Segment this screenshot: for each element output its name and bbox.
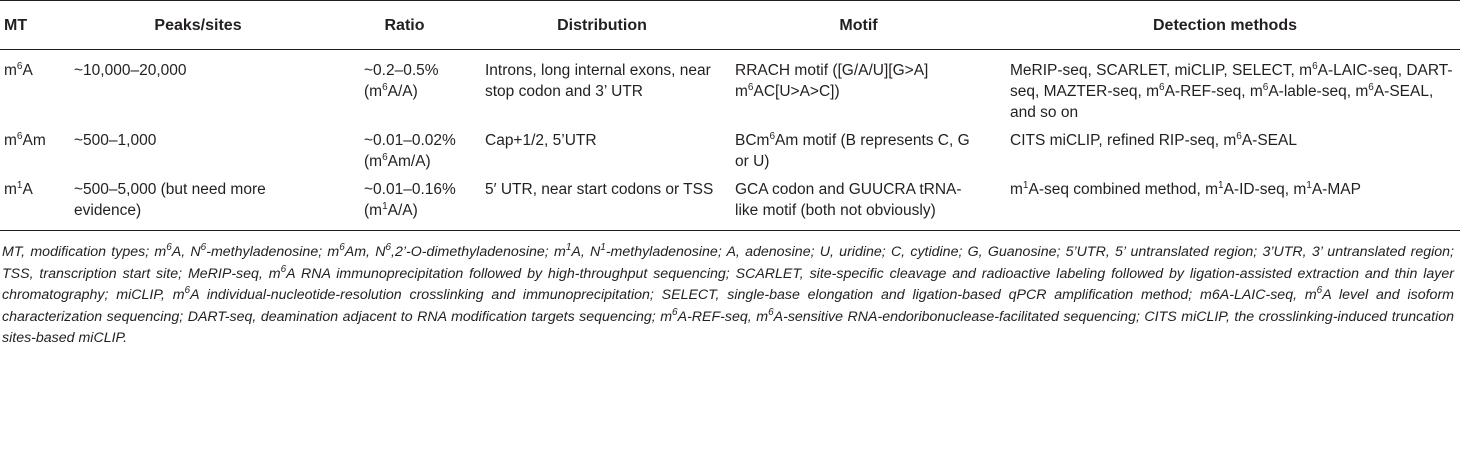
header-ratio: Ratio — [384, 17, 425, 34]
table-row — [0, 127, 1460, 176]
cell-peaks: ~10,000–20,000 — [74, 62, 187, 79]
header-row — [0, 1, 1460, 50]
cell-ratio: ~0.01–0.16% $(m^1A/A)$ — [364, 181, 456, 219]
cell-mt: $m^6A$ — [4, 61, 33, 79]
table-body — [0, 50, 1460, 231]
cell-motif: GCA codon and GUUCRA tRNA-like motif (both not obviously) — [735, 181, 962, 219]
header-motif: Motif — [839, 17, 878, 34]
cell-motif: RRACH motif ([G/A/U][G>A] $m^6AC[U>A>C]$) — [735, 62, 929, 100]
cell-mt: $m^1A$ — [4, 180, 33, 198]
header-detection: Detection methods — [1152, 17, 1297, 34]
cell-peaks: ~500–5,000 (but need more evidence) — [74, 181, 266, 219]
table-header — [0, 1, 1460, 50]
cell-ratio: ~0.2–0.5% $(m^6A/A)$ — [364, 62, 439, 100]
cell-distribution: 5′ UTR, near start codons or TSS — [485, 181, 714, 198]
cell-detection: $m^1A$-seq combined method, $m^1A-ID$-seq, $m^1A$-MAP — [1010, 180, 1361, 198]
cell-detection: MeRIP-seq, SCARLET, miCLIP, SELECT, $m^6A-LAIC$-seq, DART-seq, MAZTER-seq, $m^6A-REF$-seq, $m^6A-lable$-seq, $m^6A$-SEAL, and so on — [1010, 61, 1453, 121]
table-footnote: MT, modification types; $m^6A$, $N^6$-methyladenosine; $m^6Am$, $N^6,2’-O$-dimethyladenosine; $m^1A$, $N^1$-methyladenosine; A, adenosine; U, uridine; C, cytidine; G, Guanosine; 5’UTR, 5’ untranslated region; 3’UTR, 3’ untranslated region; TSS, transcription start site; MeRIP-seq, $m^6A$ RNA immunoprecipitation followed by high-throughput sequencing; SCARLET, site-specific cleavage and radioactive labeling followed by ligation-assisted extraction and thin layer chromatography; miCLIP, $m^6A$ individual-nucleotide-resolution crosslinking and immunoprecipitation; SELECT, single-base elongation and ligation-based qPCR amplification method; m6A-LAIC-seq, $m^6A$ level and isoform characterization sequencing; DART-seq, deamination adjacent to RNA modification targets sequencing; $m^6A-REF$-seq, $m^6A$-sensitive RNA-endoribonuclease-facilitated sequencing; CITS miCLIP, the crosslinking-induced truncation sites-based miCLIP. — [2, 242, 1455, 346]
cell-detection: CITS miCLIP, refined RIP-seq, $m^6A$-SEAL — [1010, 131, 1297, 149]
cell-motif: BCm$^6$Am motif (B represents C, G or U) — [735, 131, 970, 170]
cell-distribution: Introns, long internal exons, near stop codon and 3’ UTR — [485, 62, 711, 100]
cell-mt: $m^6Am$ — [4, 131, 46, 149]
header-mt: MT — [4, 17, 28, 34]
table-row — [0, 50, 1460, 128]
cell-distribution: Cap+1/2, 5’UTR — [485, 132, 597, 149]
table-row — [0, 176, 1460, 231]
header-peaks: Peaks/sites — [154, 17, 242, 34]
header-distribution: Distribution — [557, 17, 647, 34]
cell-peaks: ~500–1,000 — [74, 132, 157, 149]
cell-ratio: ~0.01–0.02% $(m^6Am/A)$ — [364, 132, 456, 170]
